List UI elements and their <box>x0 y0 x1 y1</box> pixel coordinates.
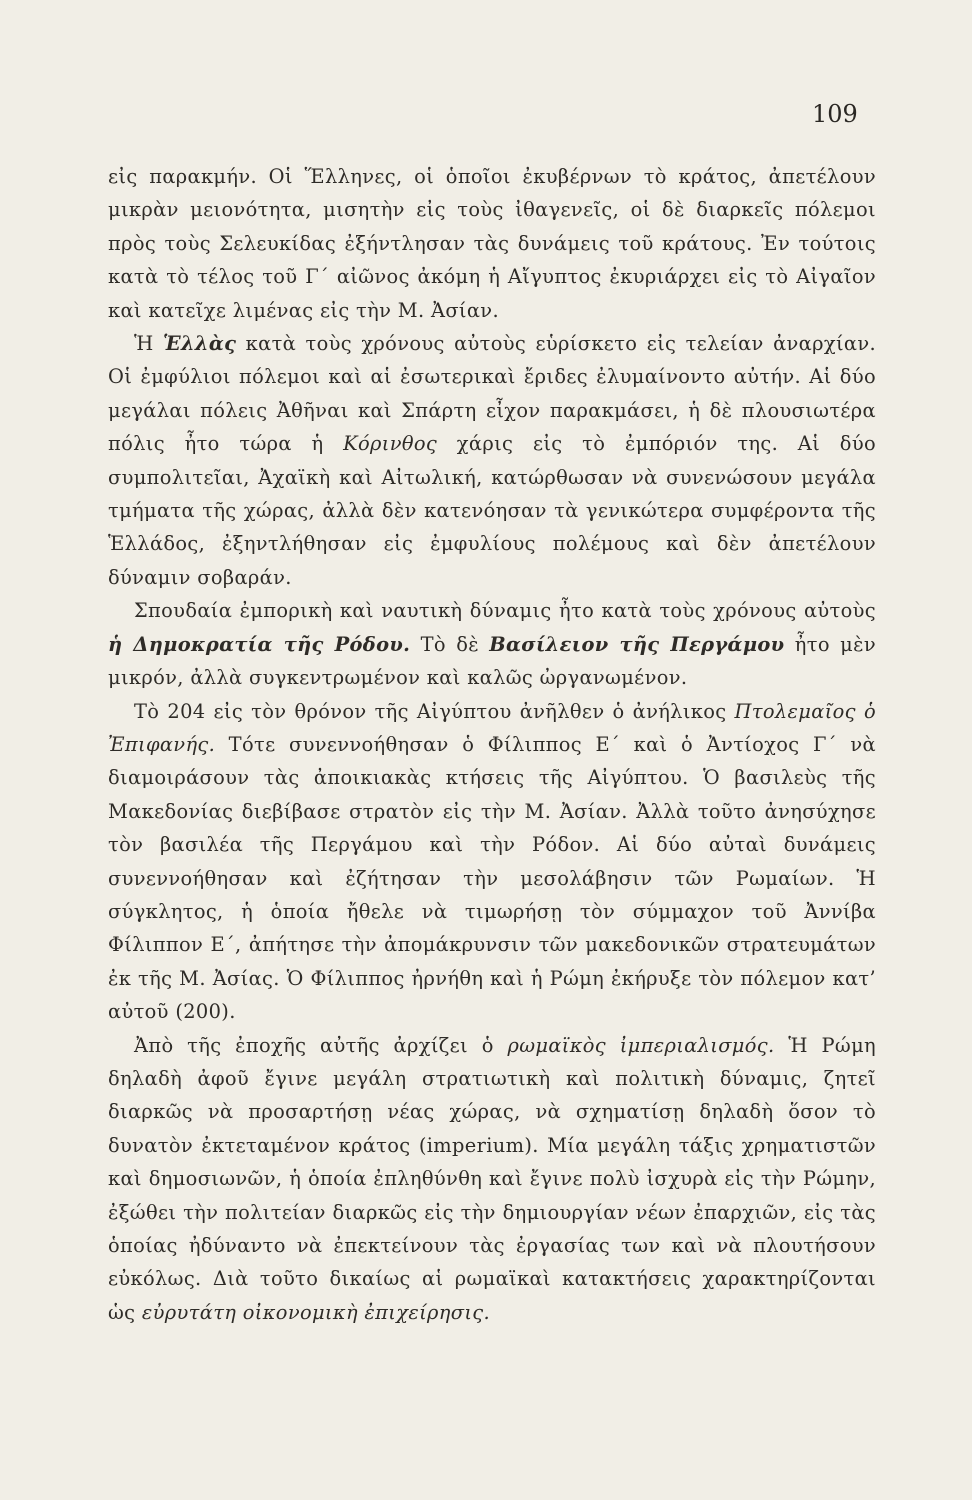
emphasis-enterprise: εὐρυτάτη οἰκονομικὴ ἐπιχείρησις. <box>141 1300 491 1324</box>
paragraph-5 <box>108 1029 876 1330</box>
text-segment: Τὸ 204 εἰς τὸν θρόνον τῆς Αἰγύπτου ἀνῆλθεν ὁ ἀνήλικος <box>134 699 735 723</box>
text-segment: Τότε συνεννοήθησαν ὁ Φίλιππος Ε΄ καὶ ὁ Ἀντίοχος Γ΄ νὰ διαμοιράσουν τὰς ἀποικιακὰς κτήσεις τῆς Αἰγύπτου. Ὁ βασιλεὺς τῆς Μακεδονίας διεβίβασε στρατὸν εἰς τὴν Μ. Ἀσίαν. Ἀλλὰ τοῦτο ἀνησύχησε τὸν βασιλέα τῆς Περγάμου καὶ τὴν Ρόδον. Αἱ δύο αὐταὶ δυνάμεις συνεννοήθησαν καὶ ἐζήτησαν τὴν μεσολάβησιν τῶν Ρωμαίων. Ἡ σύγκλητος, ἡ ὁποία ἤθελε νὰ τιμωρήσῃ τὸν σύμμαχον τοῦ Ἀννίβα Φίλιππον Ε΄, ἀπήτησε τὴν ἀπομάκρυνσιν τῶν μακεδονικῶν στρατευμάτων ἐκ τῆς Μ. Ἀσίας. Ὁ Φίλιππος ἠρνήθη καὶ ἡ Ρώμη ἐκήρυξε τὸν πόλεμον κατ’ αὐτοῦ (200). <box>108 732 876 1024</box>
text-segment: Ἡ <box>134 332 163 356</box>
paragraph-3 <box>108 594 876 694</box>
paragraph-2 <box>108 327 876 594</box>
emphasis-korinthos: Κόρινθος <box>343 432 438 456</box>
paragraph-1 <box>108 160 876 327</box>
text-segment: Ἡ Ρώμη δηλαδὴ ἀφοῦ ἔγινε μεγάλη στρατιωτικὴ καὶ πολιτικὴ δύναμις, ζητεῖ διαρκῶς νὰ προσαρτήσῃ νέας χώρας, νὰ σχηματίσῃ δηλαδὴ ὅσον τὸ δυνατὸν ἐκτεταμένον κράτος (imperium). Μία μεγάλη τάξις χρηματιστῶν καὶ δημοσιωνῶν, ἡ ὁποία ἐπληθύνθη καὶ ἔγινε πολὺ ἰσχυρὰ εἰς τὴν Ρώμην, ἐξώθει τὴν πολιτείαν διαρκῶς εἰς τὴν δημιουργίαν νέων ἐπαρχιῶν, εἰς τὰς ὁποίας ἠδύναντο νὰ ἐπεκτείνουν τὰς ἐργασίας των καὶ νὰ πλουτήσουν εὐκόλως. Διὰ τοῦτο δικαίως αἱ ρωμαϊκαὶ κατακτήσεις χαρακτηρίζονται ὡς <box>108 1033 876 1324</box>
text-segment: Τὸ δὲ <box>410 632 490 656</box>
emphasis-hellas: Ἑλλὰς <box>162 332 237 356</box>
text-segment: ἦτο μὲν μικρόν, ἀλλὰ συγκεντρωμένον καὶ καλῶς ὠργανωμένον. <box>108 632 876 690</box>
emphasis-imperialism: ρωμαϊκὸς ἰμπεριαλισμός. <box>507 1033 775 1057</box>
text-segment: κατὰ τοὺς χρόνους αὐτοὺς εὑρίσκετο εἰς τελείαν ἀναρχίαν. Οἱ ἐμφύλιοι πόλεμοι καὶ αἱ ἐσωτερικαὶ ἔριδες ἐλυμαίνοντο αὐτήν. Αἱ δύο μεγάλαι πόλεις Ἀθῆναι καὶ Σπάρτη εἶχον παρακμάσει, ἡ δὲ πλουσιωτέρα πόλις ἦτο τώρα ἡ <box>108 332 876 456</box>
text-segment: εἰς παρακμήν. Οἱ Ἕλληνες, οἱ ὁποῖοι ἐκυβέρνων τὸ κράτος, ἀπετέλουν μικρὰν μειονότητα, μισητὴν εἰς τοὺς ἰθαγενεῖς, οἱ δὲ διαρκεῖς πόλεμοι πρὸς τοὺς Σελευκίδας ἐξήντλησαν τὰς δυνάμεις τοῦ κράτους. Ἐν τούτοις κατὰ τὸ τέλος τοῦ Γ΄ αἰῶνος ἀκόμη ἡ Αἴγυπτος ἐκυριάρχει εἰς τὸ Αἰγαῖον καὶ κατεῖχε λιμένας εἰς τὴν Μ. Ἀσίαν. <box>108 165 876 322</box>
text-segment: χάρις εἰς τὸ ἐμπόριόν της. Αἱ δύο συμπολιτεῖαι, Ἀχαϊκὴ καὶ Αἰτωλική, κατώρθωσαν νὰ συνενώσουν μεγάλα τμήματα τῆς χώρας, ἀλλὰ δὲν κατενόησαν τὰ γενικώτερα συμφέροντα τῆς Ἑλλάδος, ἐξηντλήθησαν εἰς ἐμφυλίους πολέμους καὶ δὲν ἀπετέλουν δύναμιν σοβαράν. <box>108 432 876 589</box>
text-segment: Ἀπὸ τῆς ἐποχῆς αὐτῆς ἀρχίζει ὁ <box>134 1033 508 1057</box>
text-segment: Σπουδαία ἐμπορικὴ καὶ ναυτικὴ δύναμις ἦτο κατὰ τοὺς χρόνους αὐτοὺς <box>134 599 876 623</box>
paragraph-4 <box>108 695 876 1029</box>
emphasis-ptolemy: Πτολεμαῖος ὁ Ἐπιφανής. <box>108 699 876 756</box>
page-number: 109 <box>812 100 858 128</box>
emphasis-pergamon: Βασίλειον τῆς Περγάμου <box>489 632 785 656</box>
body-text <box>108 160 876 1329</box>
emphasis-rhodes: ἡ Δημοκρατία τῆς Ρόδου. <box>108 632 411 656</box>
